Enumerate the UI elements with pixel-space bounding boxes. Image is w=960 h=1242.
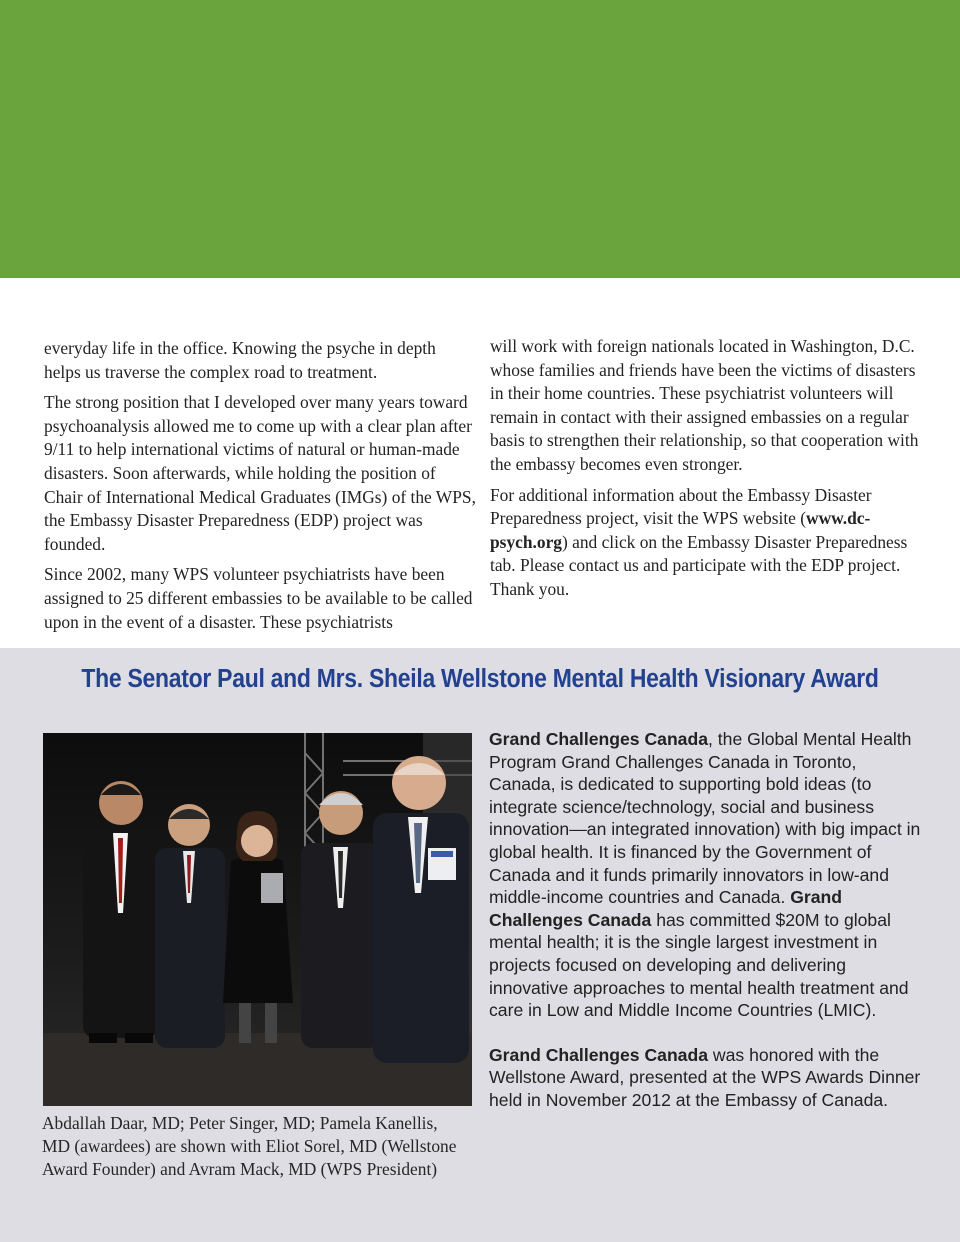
- award-photo-illustration: [43, 733, 472, 1106]
- paragraph: [489, 1044, 921, 1112]
- article-column-right: [490, 335, 920, 609]
- green-header-banner: [0, 0, 960, 278]
- award-photo: [43, 733, 472, 1106]
- organization-name: Grand Challenges Canada: [489, 1044, 709, 1065]
- photo-caption: Abdallah Daar, MD; Peter Singer, MD; Pamela Kanellis, MD (awardees) are shown with Eliot Sorel, MD (Wellstone Award Founder) and Avram Mack, MD (WPS President): [42, 1113, 457, 1180]
- article-column-left: [44, 337, 476, 641]
- paragraph-text: has committed $20M to global mental health; it is the single largest investment in projects focused on developing and delivering innovative approaches to mental health treatment and care in Low and Middle Income Countries (LMIC).: [489, 909, 909, 1021]
- organization-name: Grand Challenges Canada: [489, 729, 709, 749]
- paragraph-text: ) and click on the Embassy Disaster Preparedness tab. Please contact us and participate with the EDP project. Thank you.: [490, 531, 908, 599]
- paragraph: will work with foreign nationals located in Washington, D.C. whose families and friends have been the victims of disasters in their home countries. These psychiatrist volunteers will remain in contact with their assigned embassies on a regular basis to strengthen their relationship, so that cooperation with the embassy becomes even stronger.: [490, 336, 919, 474]
- paragraph: everyday life in the office. Knowing the psyche in depth helps us traverse the complex road to treatment.: [44, 338, 436, 382]
- award-title: The Senator Paul and Mrs. Sheila Wellstone Mental Health Visionary Award: [81, 665, 879, 693]
- paragraph: The strong position that I developed over many years toward psychoanalysis allowed me to come up with a clear plan after 9/11 to help international victims of natural or human-made disasters. Soon afterwards, while holding the position of Chair of International Medical Graduates (IMGs) of the WPS, the Embassy Disaster Preparedness (EDP) project was founded.: [44, 392, 476, 554]
- organization-name: Grand Challenges Canada: [489, 887, 843, 930]
- paragraph-text: was honored with the Wellstone Award, presented at the WPS Awards Dinner held in November 2012 at the Embassy of Canada.: [489, 1044, 921, 1110]
- paragraph-text: For additional information about the Embassy Disaster Preparedness project, visit the WPS website (: [490, 484, 872, 529]
- paragraph-text: , the Global Mental Health Program Grand Challenges Canada in Toronto, Canada, is dedicated to supporting bold ideas (to integrate science/technology, social and business innovation—an integrated innovation) with big impact in global health. It is financed by the Government of Canada and it funds primarily innovators in low-and middle-income countries and Canada.: [489, 729, 921, 908]
- website-link[interactable]: www.dcpsych.org: [490, 508, 871, 552]
- paragraph: Since 2002, many WPS volunteer psychiatrists have been assigned to 25 different embassies to be available to be called upon in the event of a disaster. These psychiatrists: [44, 564, 473, 632]
- paragraph: [490, 484, 920, 602]
- paragraph: [489, 728, 921, 1022]
- award-description: [489, 728, 921, 1134]
